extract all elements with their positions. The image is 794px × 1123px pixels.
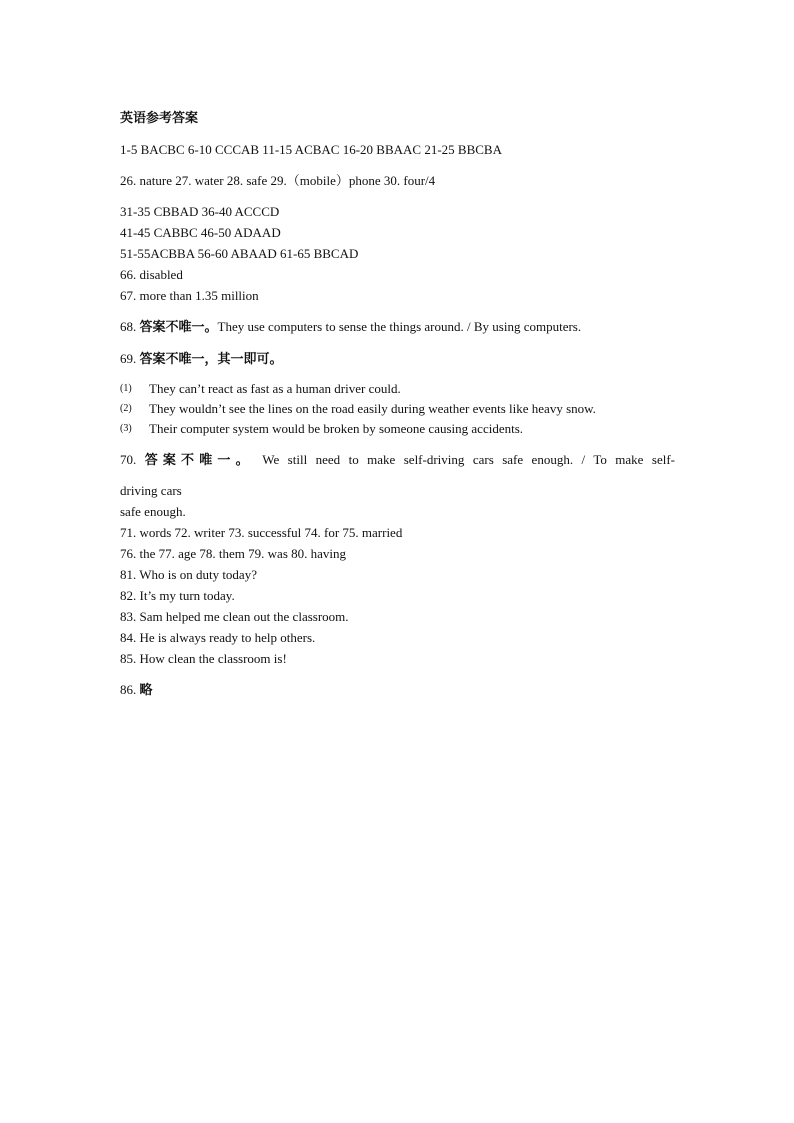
answer-69 [120, 348, 690, 369]
question-number: 69. [120, 351, 140, 366]
answer-70-continued: safe enough. [120, 504, 186, 519]
list-number: (3) [120, 423, 132, 434]
answers-1-25: 1-5 BACBC 6-10 CCCAB 11-15 ACBAC 16-20 BBAAC 21-25 BBCBA [120, 142, 502, 157]
question-number: 86. [120, 682, 140, 697]
answer-note: 答案不唯一。 [144, 453, 254, 468]
answer-line: 85. How clean the classroom is! [120, 651, 287, 666]
answer-line: 81. Who is on duty today? [120, 567, 257, 582]
answer-70 [120, 449, 675, 470]
answer-text: We still need to make self-driving cars safe enough. / To make self- [262, 452, 675, 467]
list-text: Their computer system would be broken by someone causing accidents. [149, 421, 524, 436]
answer-note: 答案不唯一，其一即可。 [139, 352, 283, 367]
list-text: They wouldn’t see the lines on the road easily during weather events like heavy snow. [149, 401, 596, 416]
answer-line: 31-35 CBBAD 36-40 ACCCD [120, 204, 280, 219]
question-number: 70. [120, 452, 145, 467]
answer-document [120, 108, 690, 700]
answer-text: They use computers to sense the things around. / By using computers. [217, 319, 582, 334]
answer-line: 76. the 77. age 78. them 79. was 80. having [120, 546, 347, 561]
list-item [120, 419, 690, 439]
answers-block-31-67 [120, 201, 690, 306]
list-text: They can’t react as fast as a human driver could. [149, 381, 401, 396]
question-number: 68. [120, 319, 140, 334]
answer-line: 82. It’s my turn today. [120, 588, 235, 603]
answer-line: 84. He is always ready to help others. [120, 630, 316, 645]
answer-70-continued: driving cars [120, 483, 182, 498]
answer-line: 83. Sam helped me clean out the classroom. [120, 609, 349, 624]
page-title: 英语参考答案 [120, 111, 199, 126]
answer-note: 略 [139, 683, 153, 698]
answer-line: 51-55ACBBA 56-60 ABAAD 61-65 BBCAD [120, 246, 359, 261]
answer-69-list [120, 379, 690, 439]
list-item [120, 399, 690, 419]
answer-68 [120, 316, 690, 337]
answer-note: 答案不唯一。 [139, 320, 218, 335]
answer-line: 66. disabled [120, 267, 183, 282]
answer-line: 41-45 CABBC 46-50 ADAAD [120, 225, 281, 240]
answers-block-71-85 [120, 522, 690, 669]
list-number: (2) [120, 403, 132, 414]
list-item [120, 379, 690, 399]
answer-line: 67. more than 1.35 million [120, 288, 259, 303]
answers-26-30: 26. nature 27. water 28. safe 29.（mobile）phone 30. four/4 [120, 173, 436, 188]
list-number: (1) [120, 383, 132, 394]
answer-line: 71. words 72. writer 73. successful 74. for 75. married [120, 525, 403, 540]
answer-86 [120, 679, 690, 700]
